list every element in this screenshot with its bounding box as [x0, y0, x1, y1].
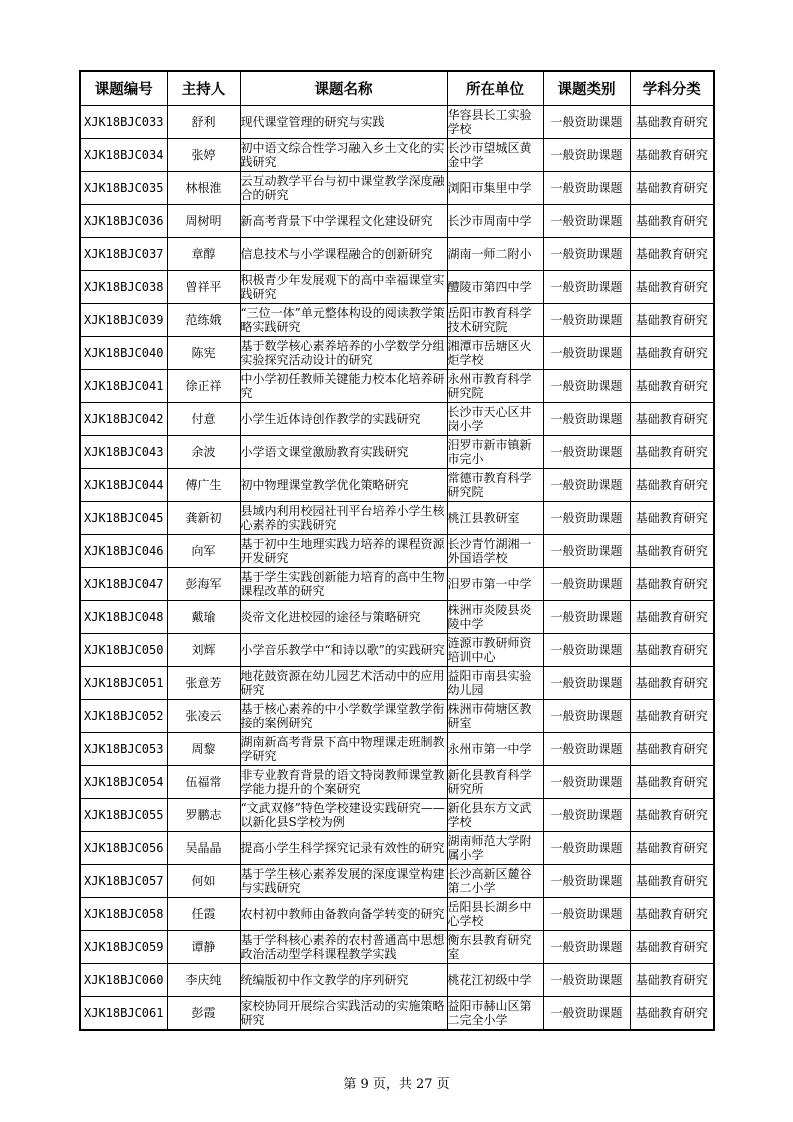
category-cell: 一般资助课题 — [543, 997, 630, 1031]
host-cell: 刘辉 — [167, 634, 240, 667]
unit-cell: 长沙市天心区井岗小学 — [447, 403, 543, 436]
host-cell: 付意 — [167, 403, 240, 436]
project-code-cell: XJK18BJC047 — [80, 568, 167, 601]
subject-cell: 基础教育研究 — [630, 337, 714, 370]
header-type: 课题类别 — [543, 71, 630, 106]
category-cell: 一般资助课题 — [543, 931, 630, 964]
page-number: 第 9 页，共 27 页 — [343, 1077, 450, 1092]
project-code-cell: XJK18BJC041 — [80, 370, 167, 403]
category-cell: 一般资助课题 — [543, 799, 630, 832]
host-cell: 彭海军 — [167, 568, 240, 601]
project-title-cell: 初中语文综合性学习融入乡土文化的实践研究 — [240, 139, 447, 172]
unit-cell: 益阳市赫山区第二完全小学 — [447, 997, 543, 1031]
subject-cell: 基础教育研究 — [630, 370, 714, 403]
host-cell: 戴瑜 — [167, 601, 240, 634]
unit-cell: 涟源市教研师资培训中心 — [447, 634, 543, 667]
subject-cell: 基础教育研究 — [630, 205, 714, 238]
host-cell: 张意芳 — [167, 667, 240, 700]
table-row — [80, 271, 714, 304]
subject-cell: 基础教育研究 — [630, 535, 714, 568]
project-code-cell: XJK18BJC042 — [80, 403, 167, 436]
category-cell: 一般资助课题 — [543, 733, 630, 766]
category-cell: 一般资助课题 — [543, 865, 630, 898]
subject-cell: 基础教育研究 — [630, 865, 714, 898]
table-row — [80, 469, 714, 502]
project-title-cell: 小学音乐教学中“和诗以歌”的实践研究 — [240, 634, 447, 667]
project-title-cell: 家校协同开展综合实践活动的实施策略研究 — [240, 997, 447, 1031]
subject-cell: 基础教育研究 — [630, 568, 714, 601]
subject-cell: 基础教育研究 — [630, 601, 714, 634]
subject-cell: 基础教育研究 — [630, 931, 714, 964]
host-cell: 彭霞 — [167, 997, 240, 1031]
subject-cell: 基础教育研究 — [630, 766, 714, 799]
unit-cell: 常德市教育科学研究院 — [447, 469, 543, 502]
host-cell: 曾祥平 — [167, 271, 240, 304]
host-cell: 张凌云 — [167, 700, 240, 733]
unit-cell: 株洲市荷塘区教研室 — [447, 700, 543, 733]
project-code-cell: XJK18BJC048 — [80, 601, 167, 634]
category-cell: 一般资助课题 — [543, 568, 630, 601]
unit-cell: 华容县长工实验学校 — [447, 106, 543, 139]
table-row — [80, 238, 714, 271]
table-row — [80, 568, 714, 601]
unit-cell: 长沙市望城区黄金中学 — [447, 139, 543, 172]
project-code-cell: XJK18BJC040 — [80, 337, 167, 370]
table-row — [80, 370, 714, 403]
category-cell: 一般资助课题 — [543, 700, 630, 733]
project-code-cell: XJK18BJC058 — [80, 898, 167, 931]
category-cell: 一般资助课题 — [543, 271, 630, 304]
project-code-cell: XJK18BJC056 — [80, 832, 167, 865]
project-code-cell: XJK18BJC054 — [80, 766, 167, 799]
subject-cell: 基础教育研究 — [630, 799, 714, 832]
project-code-cell: XJK18BJC035 — [80, 172, 167, 205]
category-cell: 一般资助课题 — [543, 238, 630, 271]
category-cell: 一般资助课题 — [543, 205, 630, 238]
header-subject: 学科分类 — [630, 71, 714, 106]
unit-cell: 永州市教育科学研究院 — [447, 370, 543, 403]
unit-cell: 岳阳市教育科学技术研究院 — [447, 304, 543, 337]
table-row — [80, 634, 714, 667]
unit-cell: 醴陵市第四中学 — [447, 271, 543, 304]
category-cell: 一般资助课题 — [543, 106, 630, 139]
header-host: 主持人 — [167, 71, 240, 106]
host-cell: 张婷 — [167, 139, 240, 172]
subject-cell: 基础教育研究 — [630, 436, 714, 469]
project-title-cell: 非专业教育背景的语文特岗教师课堂教学能力提升的个案研究 — [240, 766, 447, 799]
project-code-cell: XJK18BJC052 — [80, 700, 167, 733]
host-cell: 舒利 — [167, 106, 240, 139]
table-row — [80, 106, 714, 139]
unit-cell: 岳阳县长湖乡中心学校 — [447, 898, 543, 931]
unit-cell: 汨罗市第一中学 — [447, 568, 543, 601]
header-code: 课题编号 — [80, 71, 167, 106]
project-code-cell: XJK18BJC055 — [80, 799, 167, 832]
table-row — [80, 502, 714, 535]
project-code-cell: XJK18BJC033 — [80, 106, 167, 139]
unit-cell: 衡东县教育研究室 — [447, 931, 543, 964]
unit-cell: 长沙市周南中学 — [447, 205, 543, 238]
table-row — [80, 997, 714, 1031]
subject-cell: 基础教育研究 — [630, 139, 714, 172]
project-title-cell: 积极青少年发展观下的高中幸福课堂实践研究 — [240, 271, 447, 304]
project-title-cell: 县域内利用校园社刊平台培养小学生核心素养的实践研究 — [240, 502, 447, 535]
host-cell: 李庆纯 — [167, 964, 240, 997]
host-cell: 徐正祥 — [167, 370, 240, 403]
project-code-cell: XJK18BJC036 — [80, 205, 167, 238]
unit-cell: 桃江县教研室 — [447, 502, 543, 535]
category-cell: 一般资助课题 — [543, 172, 630, 205]
table-row — [80, 205, 714, 238]
table-header-row — [80, 71, 714, 106]
host-cell: 周树明 — [167, 205, 240, 238]
project-title-cell: “文武双修”特色学校建设实践研究——以新化县S学校为例 — [240, 799, 447, 832]
host-cell: 任霞 — [167, 898, 240, 931]
project-title-cell: 农村初中教师由备教向备学转变的研究 — [240, 898, 447, 931]
host-cell: 周黎 — [167, 733, 240, 766]
table-row — [80, 931, 714, 964]
category-cell: 一般资助课题 — [543, 535, 630, 568]
category-cell: 一般资助课题 — [543, 766, 630, 799]
table-row — [80, 601, 714, 634]
category-cell: 一般资助课题 — [543, 304, 630, 337]
table-row — [80, 964, 714, 997]
table-row — [80, 832, 714, 865]
header-unit: 所在单位 — [447, 71, 543, 106]
project-code-cell: XJK18BJC061 — [80, 997, 167, 1031]
host-cell: 余波 — [167, 436, 240, 469]
project-code-cell: XJK18BJC039 — [80, 304, 167, 337]
subject-cell: 基础教育研究 — [630, 469, 714, 502]
host-cell: 章醇 — [167, 238, 240, 271]
subject-cell: 基础教育研究 — [630, 304, 714, 337]
unit-cell: 株洲市炎陵县炎陵中学 — [447, 601, 543, 634]
category-cell: 一般资助课题 — [543, 370, 630, 403]
project-code-cell: XJK18BJC046 — [80, 535, 167, 568]
project-code-cell: XJK18BJC037 — [80, 238, 167, 271]
table-row — [80, 403, 714, 436]
table-row — [80, 865, 714, 898]
category-cell: 一般资助课题 — [543, 832, 630, 865]
project-title-cell: 提高小学生科学探究记录有效性的研究 — [240, 832, 447, 865]
project-code-cell: XJK18BJC060 — [80, 964, 167, 997]
host-cell: 龚新初 — [167, 502, 240, 535]
project-title-cell: 地花鼓资源在幼儿园艺术活动中的应用研究 — [240, 667, 447, 700]
project-title-cell: 小学生近体诗创作教学的实践研究 — [240, 403, 447, 436]
project-code-cell: XJK18BJC044 — [80, 469, 167, 502]
project-title-cell: 中小学初任教师关键能力校本化培养研究 — [240, 370, 447, 403]
subject-cell: 基础教育研究 — [630, 997, 714, 1031]
project-title-cell: 信息技术与小学课程融合的创新研究 — [240, 238, 447, 271]
project-title-cell: 湖南新高考背景下高中物理课走班制教学研究 — [240, 733, 447, 766]
subject-cell: 基础教育研究 — [630, 964, 714, 997]
host-cell: 罗鹏志 — [167, 799, 240, 832]
table-row — [80, 766, 714, 799]
table-row — [80, 436, 714, 469]
project-title-cell: 新高考背景下中学课程文化建设研究 — [240, 205, 447, 238]
project-code-cell: XJK18BJC050 — [80, 634, 167, 667]
host-cell: 谭静 — [167, 931, 240, 964]
category-cell: 一般资助课题 — [543, 403, 630, 436]
project-title-cell: 小学语文课堂激励教育实践研究 — [240, 436, 447, 469]
category-cell: 一般资助课题 — [543, 898, 630, 931]
category-cell: 一般资助课题 — [543, 667, 630, 700]
unit-cell: 永州市第一中学 — [447, 733, 543, 766]
project-title-cell: 基于核心素养的中小学数学课堂教学衔接的案例研究 — [240, 700, 447, 733]
project-title-cell: 基于学生核心素养发展的深度课堂构建与实践研究 — [240, 865, 447, 898]
unit-cell: 湘潭市岳塘区火炬学校 — [447, 337, 543, 370]
project-code-cell: XJK18BJC059 — [80, 931, 167, 964]
subject-cell: 基础教育研究 — [630, 667, 714, 700]
subject-cell: 基础教育研究 — [630, 832, 714, 865]
table-body — [80, 106, 714, 1031]
project-title-cell: 基于学科核心素养的农村普通高中思想政治活动型学科课程教学实践 — [240, 931, 447, 964]
unit-cell: 新化县东方文武学校 — [447, 799, 543, 832]
category-cell: 一般资助课题 — [543, 139, 630, 172]
subject-cell: 基础教育研究 — [630, 403, 714, 436]
unit-cell: 益阳市南县实验幼儿园 — [447, 667, 543, 700]
project-code-cell: XJK18BJC053 — [80, 733, 167, 766]
project-title-cell: 基于学生实践创新能力培育的高中生物课程改革的研究 — [240, 568, 447, 601]
table-row — [80, 700, 714, 733]
project-title-cell: 云互动教学平台与初中课堂教学深度融合的研究 — [240, 172, 447, 205]
subject-cell: 基础教育研究 — [630, 271, 714, 304]
project-title-cell: 基于初中生地理实践力培养的课程资源开发研究 — [240, 535, 447, 568]
category-cell: 一般资助课题 — [543, 337, 630, 370]
host-cell: 傅广生 — [167, 469, 240, 502]
category-cell: 一般资助课题 — [543, 601, 630, 634]
project-title-cell: 基于数学核心素养培养的小学数学分组实验探究活动设计的研究 — [240, 337, 447, 370]
unit-cell: 湖南师范大学附属小学 — [447, 832, 543, 865]
project-title-cell: “三位一体”单元整体构设的阅读教学策略实践研究 — [240, 304, 447, 337]
host-cell: 范练娥 — [167, 304, 240, 337]
subject-cell: 基础教育研究 — [630, 106, 714, 139]
project-title-cell: 炎帝文化进校园的途径与策略研究 — [240, 601, 447, 634]
project-code-cell: XJK18BJC034 — [80, 139, 167, 172]
subject-cell: 基础教育研究 — [630, 733, 714, 766]
table-row — [80, 139, 714, 172]
subject-cell: 基础教育研究 — [630, 172, 714, 205]
project-title-cell: 现代课堂管理的研究与实践 — [240, 106, 447, 139]
unit-cell: 长沙青竹湖湘一外国语学校 — [447, 535, 543, 568]
table-row — [80, 535, 714, 568]
category-cell: 一般资助课题 — [543, 436, 630, 469]
host-cell: 林根淮 — [167, 172, 240, 205]
category-cell: 一般资助课题 — [543, 502, 630, 535]
host-cell: 陈宪 — [167, 337, 240, 370]
category-cell: 一般资助课题 — [543, 469, 630, 502]
table-row — [80, 898, 714, 931]
unit-cell: 桃花江初级中学 — [447, 964, 543, 997]
header-title: 课题名称 — [240, 71, 447, 106]
unit-cell: 浏阳市集里中学 — [447, 172, 543, 205]
unit-cell: 新化县教育科学研究所 — [447, 766, 543, 799]
project-code-cell: XJK18BJC038 — [80, 271, 167, 304]
category-cell: 一般资助课题 — [543, 634, 630, 667]
table-row — [80, 667, 714, 700]
table-row — [80, 799, 714, 832]
subject-cell: 基础教育研究 — [630, 502, 714, 535]
subject-cell: 基础教育研究 — [630, 634, 714, 667]
host-cell: 向军 — [167, 535, 240, 568]
unit-cell: 湖南一师二附小 — [447, 238, 543, 271]
project-code-cell: XJK18BJC043 — [80, 436, 167, 469]
table-row — [80, 304, 714, 337]
table-row — [80, 337, 714, 370]
table-row — [80, 172, 714, 205]
subject-cell: 基础教育研究 — [630, 238, 714, 271]
project-code-cell: XJK18BJC051 — [80, 667, 167, 700]
unit-cell: 长沙高新区麓谷第二小学 — [447, 865, 543, 898]
project-title-cell: 统编版初中作文教学的序列研究 — [240, 964, 447, 997]
project-code-cell: XJK18BJC057 — [80, 865, 167, 898]
project-title-cell: 初中物理课堂教学优化策略研究 — [240, 469, 447, 502]
table-row — [80, 733, 714, 766]
project-table — [79, 70, 715, 1031]
host-cell: 伍福常 — [167, 766, 240, 799]
host-cell: 吴晶晶 — [167, 832, 240, 865]
unit-cell: 汨罗市新市镇新市完小 — [447, 436, 543, 469]
category-cell: 一般资助课题 — [543, 964, 630, 997]
subject-cell: 基础教育研究 — [630, 898, 714, 931]
host-cell: 何如 — [167, 865, 240, 898]
project-code-cell: XJK18BJC045 — [80, 502, 167, 535]
subject-cell: 基础教育研究 — [630, 700, 714, 733]
